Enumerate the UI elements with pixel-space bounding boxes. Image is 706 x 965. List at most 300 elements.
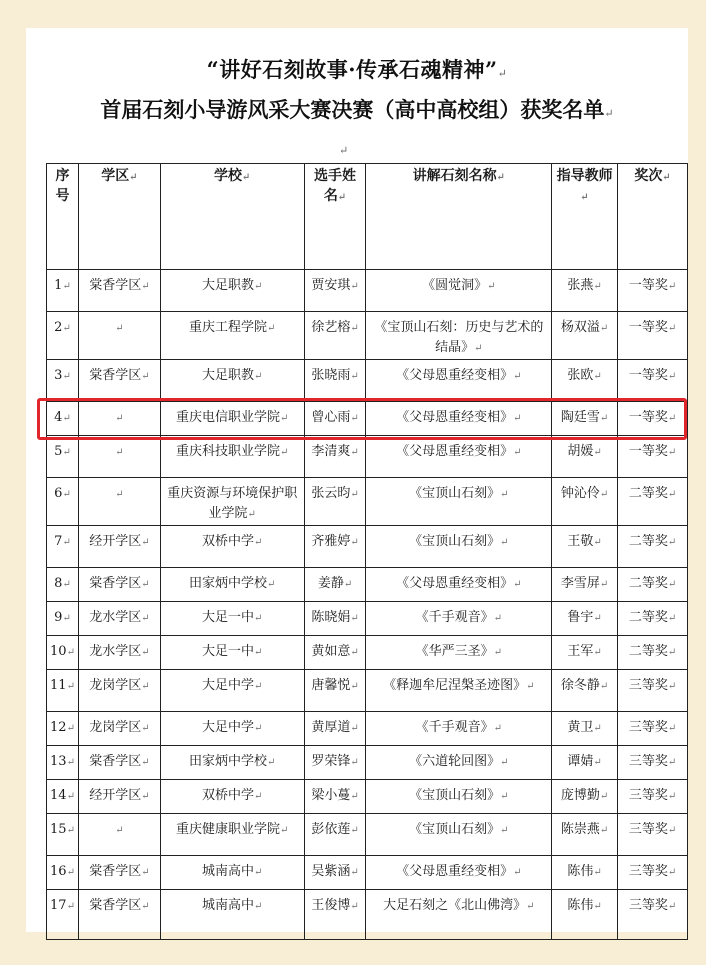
table-row — [47, 780, 688, 814]
paragraph-mark: ↵ — [343, 579, 353, 590]
row-district-text: 龙岗学区 — [89, 678, 142, 693]
table-row — [47, 670, 688, 712]
row-teacher-text: 王敬 — [567, 534, 594, 549]
title-line1-text: “讲好石刻故事·传承石魂精神” — [206, 57, 498, 82]
row-number — [47, 436, 79, 478]
row-district-text: 龙水学区 — [89, 610, 142, 625]
row-topic — [366, 670, 552, 712]
row-teacher-text: 胡媛 — [567, 444, 594, 459]
paragraph-mark: ↵ — [593, 723, 602, 734]
row-school-text: 大足一中 — [202, 610, 255, 625]
table-row — [47, 436, 688, 478]
paragraph-mark: ↵ — [493, 723, 503, 734]
paragraph-mark: ↵ — [62, 537, 71, 548]
row-contestant — [304, 402, 366, 436]
row-contestant — [304, 436, 366, 478]
row-district-text: 龙岗学区 — [89, 720, 142, 735]
paragraph-mark: ↵ — [62, 489, 71, 500]
paragraph-mark: ↵ — [350, 323, 359, 334]
paragraph-mark: ↵ — [487, 281, 496, 292]
row-topic — [366, 478, 552, 526]
paragraph-mark: ↵ — [141, 757, 150, 768]
row-school-text: 大足中学 — [202, 720, 255, 735]
row-district — [78, 402, 160, 436]
paragraph-mark: ↵ — [66, 681, 75, 692]
paragraph-mark: ↵ — [500, 825, 509, 836]
row-award-text: 三等奖 — [628, 898, 668, 913]
row-topic-text: 大足石刻之《北山佛湾》 — [383, 898, 527, 913]
row-district — [78, 436, 160, 478]
paragraph-mark: ↵ — [280, 825, 289, 836]
row-award-text: 一等奖 — [628, 444, 668, 459]
paragraph-mark: ↵ — [115, 489, 124, 500]
paragraph-mark: ↵ — [599, 681, 609, 692]
row-school-text: 田家炳中学校 — [189, 576, 268, 591]
paragraph-mark: ↵ — [350, 867, 359, 878]
row-school — [160, 670, 304, 712]
row-contestant-text: 齐雅婷 — [311, 534, 351, 549]
row-contestant — [304, 746, 366, 780]
row-award-text: 三等奖 — [628, 720, 668, 735]
row-number-text: 17 — [50, 898, 67, 913]
paragraph-mark: ↵ — [254, 647, 263, 658]
row-number-text: 16 — [50, 864, 67, 879]
row-district — [78, 478, 160, 526]
row-district-text: 龙水学区 — [89, 644, 142, 659]
paragraph-mark: ↵ — [350, 281, 359, 292]
row-school — [160, 636, 304, 670]
row-school-text: 大足职教 — [202, 368, 255, 383]
row-award-text: 二等奖 — [628, 486, 668, 501]
row-number — [47, 312, 79, 360]
paragraph-mark: ↵ — [141, 281, 150, 292]
paragraph-mark: ↵ — [513, 413, 522, 424]
row-district — [78, 312, 160, 360]
row-school-text: 大足一中 — [202, 644, 255, 659]
row-contestant — [304, 814, 366, 856]
row-contestant-text: 唐馨悦 — [311, 678, 351, 693]
row-award — [618, 526, 688, 568]
row-number-text: 14 — [50, 788, 67, 803]
row-contestant — [304, 712, 366, 746]
row-school-text: 双桥中学 — [202, 788, 255, 803]
row-teacher-text: 陈崇燕 — [560, 822, 600, 837]
row-district-text: 棠香学区 — [89, 278, 142, 293]
row-teacher-text: 陈伟 — [567, 898, 594, 913]
table-row — [47, 856, 688, 890]
table-row — [47, 360, 688, 402]
row-district-text: 棠香学区 — [89, 368, 142, 383]
paragraph-mark: ↵ — [350, 371, 359, 382]
row-district — [78, 636, 160, 670]
paragraph-mark: ↵ — [115, 323, 124, 334]
paragraph-mark: ↵ — [115, 825, 124, 836]
row-topic — [366, 312, 552, 360]
row-contestant-text: 曾心雨 — [311, 410, 351, 425]
row-school-text: 城南高中 — [202, 898, 255, 913]
paragraph-mark: ↵ — [141, 791, 150, 802]
paragraph-mark: ↵ — [141, 681, 150, 692]
row-teacher — [552, 856, 618, 890]
row-contestant — [304, 890, 366, 940]
row-number-text: 13 — [50, 754, 67, 769]
row-contestant — [304, 478, 366, 526]
paragraph-mark: ↵ — [350, 447, 359, 458]
paragraph-mark: ↵ — [350, 723, 359, 734]
paragraph-mark: ↵ — [350, 537, 359, 548]
row-teacher — [552, 568, 618, 602]
document-title-line1 — [26, 54, 688, 84]
paragraph-mark: ↵ — [350, 757, 359, 768]
table-row — [47, 602, 688, 636]
row-number-text: 11 — [50, 678, 67, 693]
row-award — [618, 856, 688, 890]
row-school-text: 大足职教 — [202, 278, 255, 293]
paragraph-mark: ↵ — [115, 413, 124, 424]
row-contestant — [304, 602, 366, 636]
row-district — [78, 814, 160, 856]
row-number — [47, 360, 79, 402]
row-teacher-text: 杨双溢 — [560, 320, 600, 335]
row-district-text: 棠香学区 — [89, 576, 142, 591]
paragraph-mark: ↵ — [513, 867, 522, 878]
row-school — [160, 270, 304, 312]
row-contestant-text: 黄厚道 — [311, 720, 351, 735]
paragraph-mark: ↵ — [500, 537, 509, 548]
table-row — [47, 712, 688, 746]
paragraph-mark: ↵ — [667, 791, 677, 802]
row-topic — [366, 712, 552, 746]
paragraph-mark: ↵ — [599, 791, 609, 802]
paragraph-mark: ↵ — [667, 723, 677, 734]
table-row — [47, 814, 688, 856]
header-teacher: 指导教师↵ — [552, 164, 618, 270]
row-teacher-text: 钟沁伶 — [560, 486, 600, 501]
row-award-text: 一等奖 — [628, 320, 668, 335]
paragraph-mark: ↵ — [667, 489, 677, 500]
paragraph-mark: ↵ — [667, 901, 677, 912]
header-topic: 讲解石刻名称↵ — [366, 164, 552, 270]
row-award-text: 二等奖 — [628, 534, 668, 549]
row-topic — [366, 360, 552, 402]
paragraph-mark: ↵ — [280, 413, 289, 424]
row-teacher-text: 徐冬静 — [560, 678, 600, 693]
paragraph-mark: ↵ — [593, 281, 602, 292]
row-school-text: 重庆工程学院 — [189, 320, 268, 335]
row-topic-text: 《六道轮回图》 — [409, 754, 501, 769]
row-number — [47, 478, 79, 526]
paragraph-mark: ↵ — [593, 901, 602, 912]
row-topic-text: 《千手观音》 — [415, 610, 494, 625]
row-award — [618, 402, 688, 436]
paragraph-mark: ↵ — [254, 281, 263, 292]
row-award-text: 一等奖 — [628, 278, 668, 293]
paragraph-mark: ↵ — [267, 579, 276, 590]
row-contestant-text: 徐艺榕 — [311, 320, 351, 335]
header-award: 奖次↵ — [618, 164, 688, 270]
row-teacher — [552, 670, 618, 712]
row-contestant — [304, 360, 366, 402]
row-number-text: 5 — [54, 444, 63, 459]
row-number — [47, 636, 79, 670]
header-school: 学校↵ — [160, 164, 304, 270]
row-district — [78, 780, 160, 814]
row-district — [78, 602, 160, 636]
row-contestant-text: 彭依莲 — [311, 822, 351, 837]
paragraph-mark: ↵ — [66, 757, 75, 768]
row-number-text: 7 — [54, 534, 63, 549]
paragraph-mark: ↵ — [339, 144, 349, 157]
row-award — [618, 780, 688, 814]
table-row — [47, 636, 688, 670]
paragraph-mark: ↵ — [599, 413, 609, 424]
row-school-text: 重庆电信职业学院 — [176, 410, 281, 425]
row-topic — [366, 402, 552, 436]
paragraph-mark: ↵ — [350, 489, 359, 500]
row-number-text: 10 — [50, 644, 67, 659]
row-school — [160, 568, 304, 602]
paragraph-mark: ↵ — [493, 613, 503, 624]
row-school — [160, 856, 304, 890]
row-district — [78, 746, 160, 780]
row-teacher — [552, 890, 618, 940]
row-teacher — [552, 478, 618, 526]
table-row — [47, 270, 688, 312]
row-district — [78, 670, 160, 712]
paragraph-mark: ↵ — [62, 447, 71, 458]
row-school — [160, 814, 304, 856]
table-row — [47, 526, 688, 568]
row-contestant-text: 罗荣锋 — [311, 754, 351, 769]
row-teacher-text: 庞博勤 — [560, 788, 600, 803]
row-award-text: 一等奖 — [628, 410, 668, 425]
paragraph-mark: ↵ — [141, 647, 150, 658]
row-school — [160, 436, 304, 478]
row-school — [160, 746, 304, 780]
row-district — [78, 856, 160, 890]
paragraph-mark: ↵ — [62, 371, 71, 382]
table-row — [47, 746, 688, 780]
row-award — [618, 360, 688, 402]
paragraph-mark: ↵ — [667, 371, 677, 382]
table-row — [47, 568, 688, 602]
row-teacher-text: 张燕 — [567, 278, 594, 293]
row-school-text: 重庆科技职业学院 — [176, 444, 281, 459]
row-school-text: 田家炳中学校 — [189, 754, 268, 769]
table-row — [47, 890, 688, 940]
row-number-text: 12 — [50, 720, 67, 735]
row-award-text: 三等奖 — [628, 788, 668, 803]
row-topic-text: 《圆觉洞》 — [422, 278, 488, 293]
row-contestant-text: 张晓雨 — [311, 368, 351, 383]
paragraph-mark: ↵ — [350, 791, 359, 802]
paragraph-mark: ↵ — [500, 791, 509, 802]
row-teacher — [552, 312, 618, 360]
paragraph-mark: ↵ — [141, 901, 150, 912]
row-contestant-text: 姜静 — [317, 576, 344, 591]
row-teacher-text: 谭婧 — [567, 754, 594, 769]
row-district — [78, 526, 160, 568]
row-award-text: 三等奖 — [628, 864, 668, 879]
paragraph-mark: ↵ — [267, 323, 276, 334]
row-topic — [366, 814, 552, 856]
paragraph-mark: ↵ — [474, 343, 483, 354]
row-number — [47, 568, 79, 602]
paragraph-mark: ↵ — [247, 509, 256, 520]
paragraph-mark: ↵ — [513, 579, 522, 590]
paragraph-mark: ↵ — [513, 447, 522, 458]
row-contestant — [304, 526, 366, 568]
paragraph-mark: ↵ — [500, 757, 509, 768]
row-teacher — [552, 526, 618, 568]
row-school — [160, 526, 304, 568]
row-award-text: 三等奖 — [628, 822, 668, 837]
row-topic-text: 《宝顶山石刻》 — [409, 486, 501, 501]
row-teacher-text: 王军 — [567, 644, 594, 659]
row-school — [160, 602, 304, 636]
row-district-text: 棠香学区 — [89, 864, 142, 879]
row-award — [618, 712, 688, 746]
row-award — [618, 636, 688, 670]
paragraph-mark: ↵ — [62, 323, 71, 334]
row-school — [160, 360, 304, 402]
row-teacher — [552, 780, 618, 814]
paragraph-mark: ↵ — [593, 447, 602, 458]
paragraph-mark: ↵ — [599, 825, 609, 836]
row-award — [618, 312, 688, 360]
row-teacher-text: 陈伟 — [567, 864, 594, 879]
row-topic — [366, 746, 552, 780]
title-line2-text: 首届石刻小导游风采大赛决赛（高中高校组）获奖名单 — [100, 97, 605, 122]
row-contestant-text: 黄如意 — [311, 644, 351, 659]
row-number — [47, 270, 79, 312]
row-award — [618, 436, 688, 478]
row-topic — [366, 890, 552, 940]
row-award — [618, 670, 688, 712]
paragraph-mark: ↵ — [62, 579, 71, 590]
row-number — [47, 890, 79, 940]
paragraph-mark: ↵ — [599, 323, 609, 334]
paragraph-mark: ↵ — [667, 413, 677, 424]
row-teacher — [552, 814, 618, 856]
row-district-text: 棠香学区 — [89, 754, 142, 769]
row-award — [618, 814, 688, 856]
row-school-text: 重庆健康职业学院 — [176, 822, 281, 837]
row-number — [47, 712, 79, 746]
row-topic-text: 《宝顶山石刻》 — [409, 822, 501, 837]
paragraph-mark: ↵ — [350, 647, 359, 658]
row-teacher-text: 张欧 — [567, 368, 594, 383]
row-number — [47, 746, 79, 780]
paragraph-mark: ↵ — [667, 323, 677, 334]
row-award-text: 一等奖 — [628, 368, 668, 383]
row-contestant-text: 吴紫涵 — [311, 864, 351, 879]
row-contestant — [304, 670, 366, 712]
row-number — [47, 780, 79, 814]
row-teacher — [552, 712, 618, 746]
paragraph-mark: ↵ — [350, 613, 359, 624]
paragraph-mark: ↵ — [141, 723, 150, 734]
row-district-text: 棠香学区 — [89, 898, 142, 913]
paragraph-mark: ↵ — [667, 647, 677, 658]
row-topic-text: 《宝顶山石刻》 — [409, 788, 501, 803]
row-award-text: 三等奖 — [628, 678, 668, 693]
paragraph-mark: ↵ — [280, 447, 289, 458]
row-topic-text: 《父母恩重经变相》 — [396, 864, 514, 879]
paragraph-mark: ↵ — [593, 867, 602, 878]
table-row — [47, 478, 688, 526]
row-teacher-text: 李雪屏 — [560, 576, 600, 591]
paragraph-mark: ↵ — [604, 107, 614, 120]
row-contestant-text: 李清爽 — [311, 444, 351, 459]
paragraph-mark: ↵ — [497, 67, 508, 80]
row-topic — [366, 568, 552, 602]
paragraph-mark: ↵ — [141, 613, 150, 624]
row-school-text: 大足中学 — [202, 678, 255, 693]
paragraph-mark: ↵ — [254, 791, 263, 802]
header-contestant: 选手姓名↵ — [304, 164, 366, 270]
row-contestant-text: 贾安琪 — [311, 278, 351, 293]
row-number-text: 3 — [54, 368, 63, 383]
paragraph-mark: ↵ — [667, 681, 677, 692]
row-teacher — [552, 270, 618, 312]
row-school — [160, 402, 304, 436]
paragraph-mark: ↵ — [593, 537, 602, 548]
row-topic — [366, 602, 552, 636]
document-title-line2 — [26, 94, 688, 124]
table-row — [47, 312, 688, 360]
row-contestant-text: 王俊博 — [311, 898, 351, 913]
paragraph-mark: ↵ — [254, 613, 263, 624]
paragraph-mark: ↵ — [593, 613, 602, 624]
row-district — [78, 890, 160, 940]
row-topic-text: 《宝顶山石刻：历史与艺术的结晶》 — [374, 320, 544, 355]
row-number-text: 8 — [54, 576, 63, 591]
row-number — [47, 814, 79, 856]
row-topic — [366, 270, 552, 312]
row-number-text: 2 — [54, 320, 63, 335]
paragraph-mark: ↵ — [667, 613, 677, 624]
paragraph-mark: ↵ — [667, 579, 677, 590]
paragraph-mark: ↵ — [350, 413, 359, 424]
paragraph-mark: ↵ — [66, 723, 75, 734]
paragraph-mark: ↵ — [526, 681, 535, 692]
paragraph-mark: ↵ — [66, 867, 75, 878]
table-row — [47, 402, 688, 436]
paragraph-mark: ↵ — [526, 901, 535, 912]
paragraph-mark: ↵ — [254, 537, 263, 548]
row-topic-text: 《父母恩重经变相》 — [396, 410, 514, 425]
row-contestant — [304, 568, 366, 602]
row-topic — [366, 856, 552, 890]
paragraph-mark: ↵ — [62, 281, 71, 292]
row-award — [618, 746, 688, 780]
row-award-text: 三等奖 — [628, 754, 668, 769]
row-award — [618, 478, 688, 526]
paragraph-mark: ↵ — [66, 825, 75, 836]
row-number-text: 15 — [50, 822, 67, 837]
row-school-text: 城南高中 — [202, 864, 255, 879]
row-topic — [366, 526, 552, 568]
row-contestant — [304, 312, 366, 360]
paragraph-mark: ↵ — [254, 901, 263, 912]
paragraph-mark: ↵ — [267, 757, 276, 768]
row-contestant-text: 陈晓娟 — [311, 610, 351, 625]
paragraph-mark: ↵ — [254, 681, 263, 692]
row-contestant — [304, 636, 366, 670]
row-award — [618, 602, 688, 636]
paragraph-mark: ↵ — [254, 867, 263, 878]
